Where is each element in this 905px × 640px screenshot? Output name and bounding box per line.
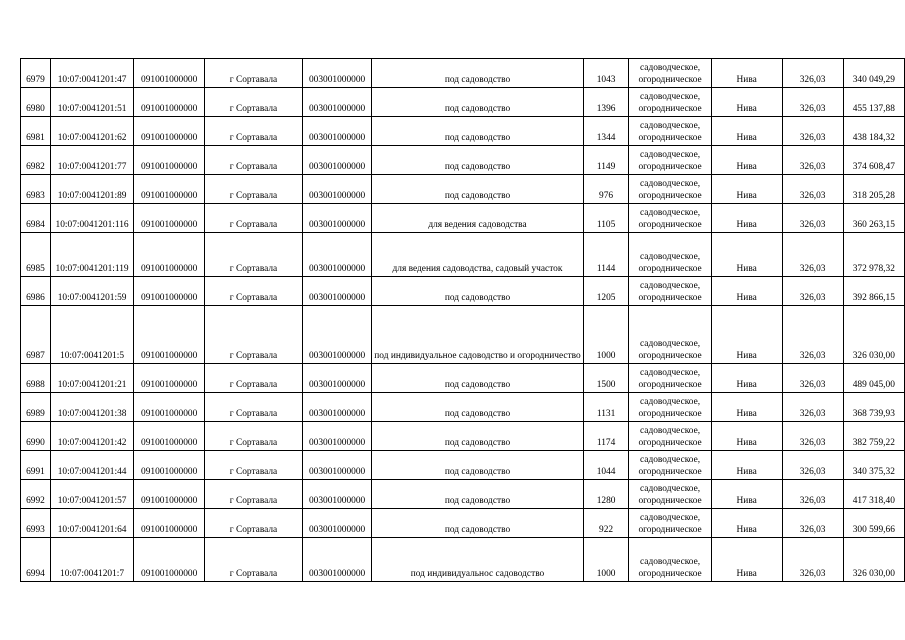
row-number: 6994	[21, 538, 51, 582]
partnership-name: Нива	[711, 277, 782, 306]
cadastral-value: 326 030,00	[843, 538, 904, 582]
partnership-name: Нива	[711, 393, 782, 422]
permitted-use: под садоводство	[372, 175, 583, 204]
cadastral-number: 10:07:0041201:42	[50, 422, 133, 451]
partnership-name: Нива	[711, 451, 782, 480]
permitted-use: под садоводство	[372, 509, 583, 538]
oktmo-code: 091001000000	[134, 117, 205, 146]
zone-code: 003001000000	[302, 175, 371, 204]
cadastral-number: 10:07:0041201:64	[50, 509, 133, 538]
area-value: 1280	[583, 480, 629, 509]
zone-code: 003001000000	[302, 509, 371, 538]
permitted-use: под индивидуальное садоводство и огородничество	[372, 306, 583, 364]
area-value: 1500	[583, 364, 629, 393]
specific-value: 326,03	[782, 117, 843, 146]
land-category-line-2: огородническое	[638, 380, 702, 390]
table-row	[21, 277, 905, 306]
land-registry-table	[20, 58, 905, 582]
oktmo-code: 091001000000	[134, 233, 205, 277]
cadastral-number: 10:07:0041201:116	[50, 204, 133, 233]
table-body	[21, 59, 905, 582]
settlement-name: г Сортавала	[205, 204, 303, 233]
settlement-name: г Сортавала	[205, 538, 303, 582]
land-category-line-1: садоводческое,	[640, 513, 701, 523]
settlement-name: г Сортавала	[205, 480, 303, 509]
land-category-line-2: огородническое	[638, 438, 702, 448]
row-number: 6990	[21, 422, 51, 451]
cadastral-value: 374 608,47	[843, 146, 904, 175]
land-category-line-1: садоводческое,	[640, 208, 701, 218]
land-category-line-2: огородническое	[638, 467, 702, 477]
land-category	[629, 480, 711, 509]
zone-code: 003001000000	[302, 117, 371, 146]
settlement-name: г Сортавала	[205, 509, 303, 538]
permitted-use: под садоводство	[372, 364, 583, 393]
row-number: 6991	[21, 451, 51, 480]
area-value: 1105	[583, 204, 629, 233]
specific-value: 326,03	[782, 88, 843, 117]
settlement-name: г Сортавала	[205, 88, 303, 117]
oktmo-code: 091001000000	[134, 88, 205, 117]
land-category-line-2: огородническое	[638, 162, 702, 172]
cadastral-value: 300 599,66	[843, 509, 904, 538]
cadastral-value: 438 184,32	[843, 117, 904, 146]
cadastral-number: 10:07:0041201:119	[50, 233, 133, 277]
specific-value: 326,03	[782, 277, 843, 306]
row-number: 6988	[21, 364, 51, 393]
partnership-name: Нива	[711, 88, 782, 117]
settlement-name: г Сортавала	[205, 277, 303, 306]
cadastral-number: 10:07:0041201:47	[50, 59, 133, 88]
area-value: 1344	[583, 117, 629, 146]
oktmo-code: 091001000000	[134, 146, 205, 175]
land-category	[629, 451, 711, 480]
area-value: 1000	[583, 306, 629, 364]
settlement-name: г Сортавала	[205, 146, 303, 175]
land-category-line-1: садоводческое,	[640, 281, 701, 291]
area-value: 1144	[583, 233, 629, 277]
cadastral-value: 392 866,15	[843, 277, 904, 306]
partnership-name: Нива	[711, 538, 782, 582]
land-category	[629, 233, 711, 277]
partnership-name: Нива	[711, 175, 782, 204]
cadastral-value: 340 375,32	[843, 451, 904, 480]
row-number: 6986	[21, 277, 51, 306]
settlement-name: г Сортавала	[205, 306, 303, 364]
cadastral-value: 455 137,88	[843, 88, 904, 117]
settlement-name: г Сортавала	[205, 175, 303, 204]
partnership-name: Нива	[711, 117, 782, 146]
cadastral-number: 10:07:0041201:21	[50, 364, 133, 393]
table-row	[21, 393, 905, 422]
cadastral-number: 10:07:0041201:77	[50, 146, 133, 175]
table-row	[21, 88, 905, 117]
permitted-use: под садоводство	[372, 117, 583, 146]
zone-code: 003001000000	[302, 146, 371, 175]
zone-code: 003001000000	[302, 306, 371, 364]
land-category	[629, 277, 711, 306]
row-number: 6992	[21, 480, 51, 509]
specific-value: 326,03	[782, 59, 843, 88]
cadastral-number: 10:07:0041201:5	[50, 306, 133, 364]
land-category	[629, 175, 711, 204]
row-number: 6984	[21, 204, 51, 233]
row-number: 6983	[21, 175, 51, 204]
land-category	[629, 59, 711, 88]
partnership-name: Нива	[711, 59, 782, 88]
oktmo-code: 091001000000	[134, 393, 205, 422]
land-category-line-1: садоводческое,	[640, 484, 701, 494]
land-category-line-2: огородническое	[638, 104, 702, 114]
land-category	[629, 509, 711, 538]
land-category-line-2: огородническое	[638, 75, 702, 85]
specific-value: 326,03	[782, 364, 843, 393]
specific-value: 326,03	[782, 451, 843, 480]
specific-value: 326,03	[782, 233, 843, 277]
permitted-use: под садоводство	[372, 393, 583, 422]
zone-code: 003001000000	[302, 204, 371, 233]
land-category	[629, 306, 711, 364]
cadastral-number: 10:07:0041201:59	[50, 277, 133, 306]
cadastral-value: 489 045,00	[843, 364, 904, 393]
oktmo-code: 091001000000	[134, 277, 205, 306]
permitted-use: под индивидуальнос садоводство	[372, 538, 583, 582]
table-row	[21, 538, 905, 582]
area-value: 922	[583, 509, 629, 538]
table-row	[21, 175, 905, 204]
oktmo-code: 091001000000	[134, 509, 205, 538]
partnership-name: Нива	[711, 233, 782, 277]
specific-value: 326,03	[782, 175, 843, 204]
land-category	[629, 422, 711, 451]
partnership-name: Нива	[711, 204, 782, 233]
settlement-name: г Сортавала	[205, 451, 303, 480]
oktmo-code: 091001000000	[134, 204, 205, 233]
land-category	[629, 364, 711, 393]
area-value: 1149	[583, 146, 629, 175]
cadastral-value: 382 759,22	[843, 422, 904, 451]
zone-code: 003001000000	[302, 538, 371, 582]
area-value: 1205	[583, 277, 629, 306]
partnership-name: Нива	[711, 509, 782, 538]
settlement-name: г Сортавала	[205, 422, 303, 451]
cadastral-value: 318 205,28	[843, 175, 904, 204]
zone-code: 003001000000	[302, 480, 371, 509]
land-category	[629, 204, 711, 233]
oktmo-code: 091001000000	[134, 451, 205, 480]
land-category-line-1: садоводческое,	[640, 397, 701, 407]
land-category-line-1: садоводческое,	[640, 339, 701, 349]
oktmo-code: 091001000000	[134, 306, 205, 364]
land-category-line-2: огородническое	[638, 220, 702, 230]
land-category-line-1: садоводческое,	[640, 455, 701, 465]
oktmo-code: 091001000000	[134, 422, 205, 451]
zone-code: 003001000000	[302, 364, 371, 393]
row-number: 6987	[21, 306, 51, 364]
zone-code: 003001000000	[302, 451, 371, 480]
table-row	[21, 364, 905, 393]
table-row	[21, 422, 905, 451]
land-category-line-2: огородническое	[638, 569, 702, 579]
specific-value: 326,03	[782, 146, 843, 175]
table-row	[21, 480, 905, 509]
table-row	[21, 233, 905, 277]
row-number: 6989	[21, 393, 51, 422]
partnership-name: Нива	[711, 146, 782, 175]
land-category-line-1: садоводческое,	[640, 179, 701, 189]
land-category-line-2: огородническое	[638, 525, 702, 535]
area-value: 1000	[583, 538, 629, 582]
specific-value: 326,03	[782, 509, 843, 538]
oktmo-code: 091001000000	[134, 175, 205, 204]
partnership-name: Нива	[711, 364, 782, 393]
area-value: 1174	[583, 422, 629, 451]
table-row	[21, 509, 905, 538]
permitted-use: под садоводство	[372, 146, 583, 175]
row-number: 6980	[21, 88, 51, 117]
permitted-use: под садоводство	[372, 480, 583, 509]
area-value: 1396	[583, 88, 629, 117]
cadastral-value: 372 978,32	[843, 233, 904, 277]
cadastral-value: 360 263,15	[843, 204, 904, 233]
land-category	[629, 393, 711, 422]
cadastral-number: 10:07:0041201:57	[50, 480, 133, 509]
zone-code: 003001000000	[302, 233, 371, 277]
settlement-name: г Сортавала	[205, 233, 303, 277]
table-row	[21, 117, 905, 146]
specific-value: 326,03	[782, 480, 843, 509]
specific-value: 326,03	[782, 306, 843, 364]
partnership-name: Нива	[711, 480, 782, 509]
cadastral-number: 10:07:0041201:62	[50, 117, 133, 146]
land-category-line-1: садоводческое,	[640, 368, 701, 378]
partnership-name: Нива	[711, 422, 782, 451]
settlement-name: г Сортавала	[205, 117, 303, 146]
land-category-line-2: огородническое	[638, 409, 702, 419]
settlement-name: г Сортавала	[205, 393, 303, 422]
oktmo-code: 091001000000	[134, 480, 205, 509]
zone-code: 003001000000	[302, 393, 371, 422]
table-row	[21, 306, 905, 364]
land-category-line-1: садоводческое,	[640, 150, 701, 160]
settlement-name: г Сортавала	[205, 364, 303, 393]
land-category	[629, 88, 711, 117]
cadastral-value: 368 739,93	[843, 393, 904, 422]
table-row	[21, 451, 905, 480]
table-row	[21, 204, 905, 233]
land-category-line-2: огородническое	[638, 133, 702, 143]
land-category-line-2: огородническое	[638, 191, 702, 201]
row-number: 6979	[21, 59, 51, 88]
zone-code: 003001000000	[302, 422, 371, 451]
land-category-line-1: садоводческое,	[640, 121, 701, 131]
permitted-use: под садоводство	[372, 59, 583, 88]
settlement-name: г Сортавала	[205, 59, 303, 88]
land-category-line-1: садоводческое,	[640, 426, 701, 436]
specific-value: 326,03	[782, 393, 843, 422]
oktmo-code: 091001000000	[134, 538, 205, 582]
oktmo-code: 091001000000	[134, 364, 205, 393]
area-value: 1044	[583, 451, 629, 480]
row-number: 6981	[21, 117, 51, 146]
permitted-use: под садоводство	[372, 422, 583, 451]
cadastral-number: 10:07:0041201:51	[50, 88, 133, 117]
cadastral-value: 326 030,00	[843, 306, 904, 364]
zone-code: 003001000000	[302, 277, 371, 306]
row-number: 6993	[21, 509, 51, 538]
area-value: 976	[583, 175, 629, 204]
cadastral-number: 10:07:0041201:44	[50, 451, 133, 480]
area-value: 1131	[583, 393, 629, 422]
permitted-use: для ведения садоводства	[372, 204, 583, 233]
permitted-use: для ведения садоводства, садовый участок	[372, 233, 583, 277]
oktmo-code: 091001000000	[134, 59, 205, 88]
land-category-line-1: садоводческое,	[640, 92, 701, 102]
land-category	[629, 146, 711, 175]
zone-code: 003001000000	[302, 59, 371, 88]
land-category-line-2: огородническое	[638, 496, 702, 506]
zone-code: 003001000000	[302, 88, 371, 117]
area-value: 1043	[583, 59, 629, 88]
specific-value: 326,03	[782, 422, 843, 451]
cadastral-value: 417 318,40	[843, 480, 904, 509]
cadastral-number: 10:07:0041201:89	[50, 175, 133, 204]
land-category-line-1: садоводческое,	[640, 63, 701, 73]
land-category-line-1: садоводческое,	[640, 252, 701, 262]
partnership-name: Нива	[711, 306, 782, 364]
cadastral-value: 340 049,29	[843, 59, 904, 88]
permitted-use: под садоводство	[372, 451, 583, 480]
cadastral-number: 10:07:0041201:7	[50, 538, 133, 582]
land-category	[629, 117, 711, 146]
permitted-use: под садоводство	[372, 277, 583, 306]
table-row	[21, 146, 905, 175]
table-row	[21, 59, 905, 88]
specific-value: 326,03	[782, 538, 843, 582]
land-category	[629, 538, 711, 582]
row-number: 6982	[21, 146, 51, 175]
land-category-line-2: огородническое	[638, 351, 702, 361]
land-category-line-2: огородническое	[638, 264, 702, 274]
land-category-line-1: садоводческое,	[640, 557, 701, 567]
permitted-use: под садоводство	[372, 88, 583, 117]
specific-value: 326,03	[782, 204, 843, 233]
land-category-line-2: огородническое	[638, 293, 702, 303]
row-number: 6985	[21, 233, 51, 277]
cadastral-number: 10:07:0041201:38	[50, 393, 133, 422]
